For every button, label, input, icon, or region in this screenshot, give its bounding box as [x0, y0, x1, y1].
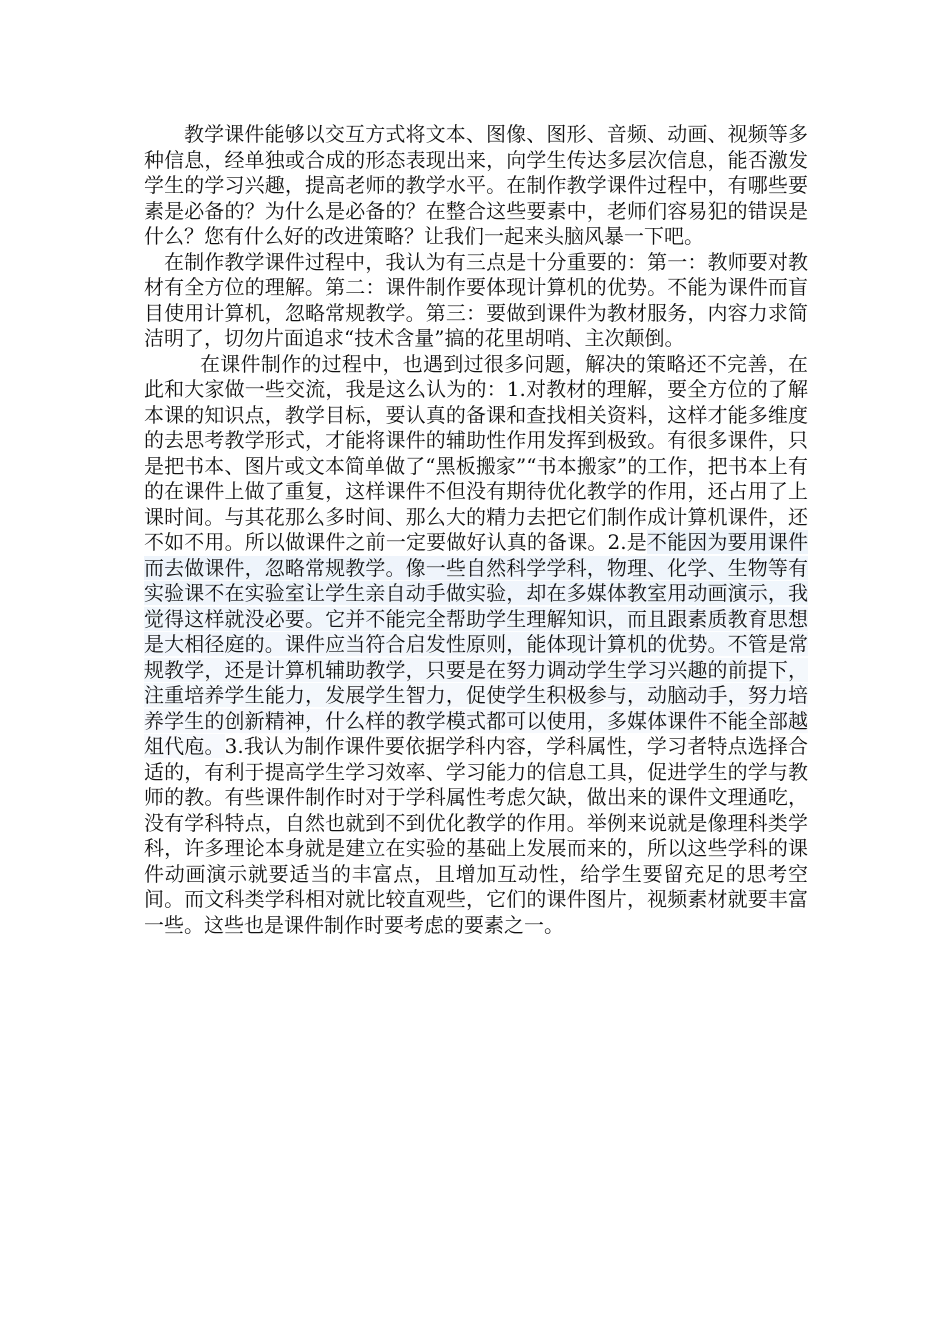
paragraph-problems-part1: 在课件制作的过程中，也遇到过很多问题，解决的策略还不完善，在此和大家做一些交流，我是这么认为的：1.对教材的理解，要全方位的了解本课的知识点，教学目标，要认真的备课和查找相关资料，这样才能多维度的去思考教学形式，才能将课件的辅助性作用发挥到极致。有很多课件，只是把书本、图片或文本简单做了“黑板搬家”“书本搬家”的工作，把书本上有的在课件上做了重复，这样课件不但没有期待优化教学的作用，还占用了上课时间。与其花那么多时间、那么大的精力去把它们制作成计算机课件，还不如不用。所以做课件之前一定要做好认真的备课。2.是 [144, 351, 808, 554]
paragraph-key-points: 在制作教学课件过程中，我认为有三点是十分重要的：第一：教师要对教材有全方位的理解。第二：课件制作要体现计算机的优势。不能为课件而盲目使用计算机，忽略常规教学。第三：要做到课件为教材服务，内容力求简洁明了，切勿片面追求“技术含量”搞的花里胡哨、主次颠倒。 [144, 249, 808, 350]
highlighted-selection: 不能因为要用课件而去做课件，忽略常规教学。像一些自然科学学科，物理、化学、生物等有实验课不在实验室让学生亲自动手做实验，却在多媒体教室用动画演示，我觉得这样就没必要。它并不能完全帮助学生理解知识，而且跟素质教育思想是大相径庭的。课件应当符合启发性原则，能体现计算机的优势。不管是常规教学，还是计算机辅助教学，只要是在努力调动学生学习兴趣的前提下，注重培养学生能力，发展学生智力，促使学生积极参与，动脑动手，努力培养学生的创新精神，什么样的教学模式都可以使用，多媒体课件不能全部越俎代庖。 [144, 530, 808, 758]
paragraph-intro: 教学课件能够以交互方式将文本、图像、图形、音频、动画、视频等多种信息，经单独或合成的形态表现出来，向学生传达多层次信息，能否激发学生的学习兴趣，提高老师的教学水平。在制作教学课件过程中，有哪些要素是必备的？为什么是必备的？在整合这些要素中，老师们容易犯的错误是什么？您有什么好的改进策略？让我们一起来头脑风暴一下吧。 [144, 122, 808, 248]
paragraph-problems-strategies [144, 352, 808, 939]
document-body [144, 122, 808, 938]
paragraph-problems-part2: 3.我认为制作课件要依据学科内容，学科属性，学习者特点选择合适的，有利于提高学生学习效率、学习能力的信息工具，促进学生的学与教师的教。有些课件制作时对于学科属性考虑欠缺，做出来的课件文理通吃，没有学科特点，自然也就到不到优化教学的作用。举例来说就是像理科类学科，许多理论本身就是建立在实验的基础上发展而来的，所以这些学科的课件动画演示就要适当的丰富点，且增加互动性，给学生要留充足的思考空间。而文科类学科相对就比较直观些，它们的课件图片，视频素材就要丰富一些。这些也是课件制作时要考虑的要素之一。 [144, 734, 808, 937]
